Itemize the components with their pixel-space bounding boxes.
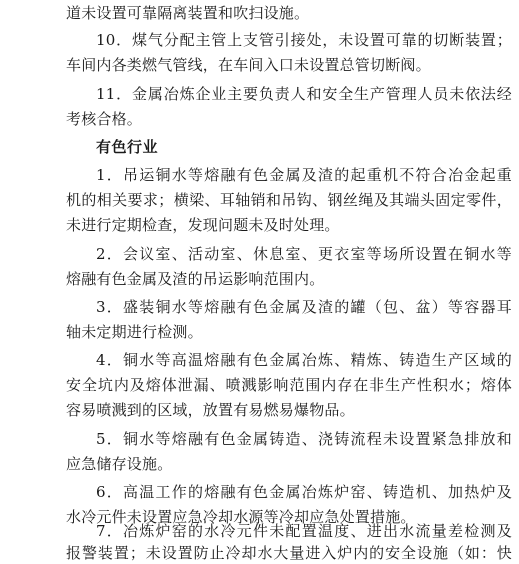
text-line: 10．煤气分配主管上支管引接处，未设置可靠的切断装置； <box>96 31 512 49</box>
text-line: 报警装置；未设置防止冷却水大量进入炉内的安全设施（如：快 <box>66 544 512 562</box>
text-line: 5．铜水等熔融有色金属铸造、浇铸流程未设置紧急排放和 <box>96 430 512 448</box>
text-line: 3．盛装铜水等熔融有色金属及渣的罐（包、盆）等容器耳 <box>96 298 512 316</box>
text-line: 熔融有色金属及渣的吊运影响范围内。 <box>66 270 325 288</box>
section-heading: 有色行业 <box>96 138 159 156</box>
text-line: 水冷元件未设置应急冷却水源等冷却应急处置措施。 <box>66 508 416 526</box>
text-line: 4．铜水等高温熔融有色金属冶炼、精炼、铸造生产区域的 <box>96 351 512 369</box>
text-line: 2．会议室、活动室、休息室、更衣室等场所设置在铜水等 <box>96 245 512 263</box>
text-line: 应急储存设施。 <box>66 455 173 473</box>
text-line: 7．冶炼炉窑的水冷元件未配置温度、进出水流量差检测及 <box>96 522 512 540</box>
text-line: 11．金属冶炼企业主要负责人和安全生产管理人员未依法经 <box>96 85 512 103</box>
text-line: 6．高温工作的熔融有色金属冶炼炉窑、铸造机、加热炉及 <box>96 483 512 501</box>
text-line: 1．吊运铜水等熔融有色金属及渣的起重机不符合冶金起重 <box>96 166 512 184</box>
text-line: 容易喷溅到的区域，放置有易燃易爆物品。 <box>66 401 355 419</box>
text-line: 安全坑内及熔体泄漏、喷溅影响范围内存在非生产性积水；熔体 <box>66 376 512 394</box>
text-line: 考核合格。 <box>66 110 143 128</box>
text-line: 道未设置可靠隔离装置和吹扫设施。 <box>66 4 310 22</box>
text-line: 车间内各类燃气管线，在车间入口未设置总管切断阀。 <box>66 56 431 74</box>
text-line: 未进行定期检查，发现问题未及时处理。 <box>66 216 340 234</box>
text-line: 轴未定期进行检测。 <box>66 323 203 341</box>
text-line: 机的相关要求；横梁、耳轴销和吊钩、钢丝绳及其端头固定零件， <box>66 191 512 209</box>
